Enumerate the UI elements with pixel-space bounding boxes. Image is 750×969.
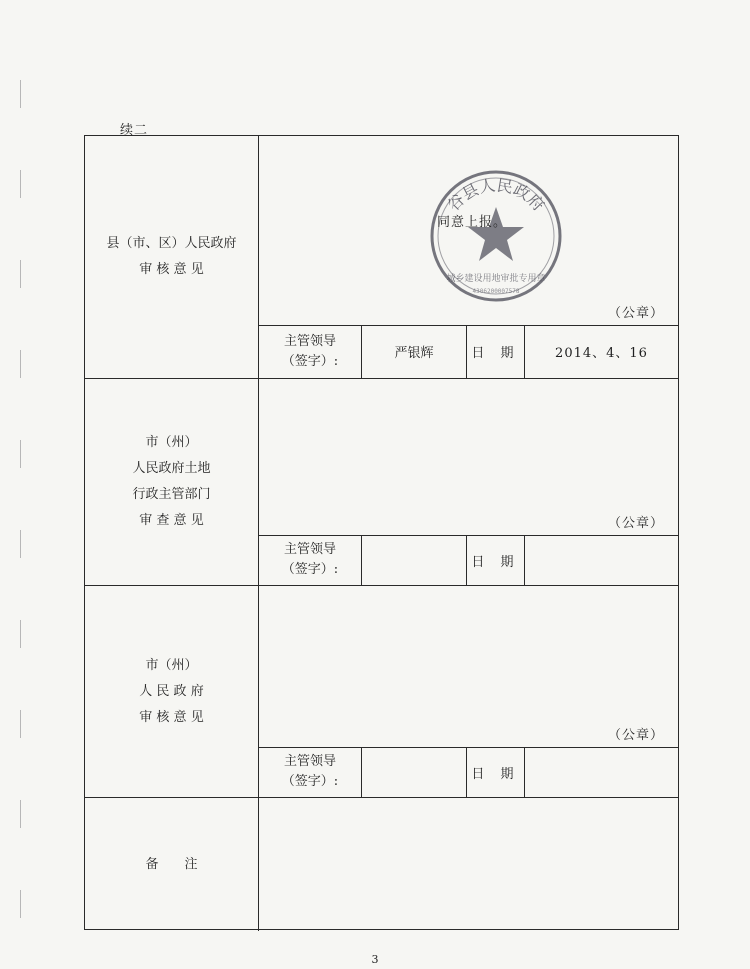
- remarks-field[interactable]: [259, 798, 678, 931]
- continuation-label: 续二: [120, 123, 149, 138]
- sign-label: （签字）:: [281, 562, 339, 577]
- leader-label: 主管领导: [283, 333, 336, 349]
- opinion-area: [259, 136, 678, 378]
- opinion-area: [259, 586, 678, 797]
- section-remarks: [85, 798, 678, 931]
- section-label: [85, 798, 259, 931]
- section-label: [85, 586, 259, 797]
- leader-label: 主管领导: [283, 754, 336, 769]
- label-line: 审 核 意 见: [139, 262, 204, 277]
- signature-row: [259, 535, 678, 585]
- leader-label-cell: [259, 747, 362, 797]
- opinion-box[interactable]: [259, 136, 678, 326]
- section-label: [85, 136, 259, 378]
- date-field[interactable]: 2014、4、16: [555, 346, 648, 361]
- seal-code-text: 4306200007578: [472, 288, 520, 295]
- label-line: 审 查 意 见: [139, 513, 204, 528]
- label-line: 人民政府土地: [132, 461, 211, 476]
- signer-name-field[interactable]: [362, 747, 467, 797]
- approval-form-table: [84, 135, 679, 930]
- opinion-area: [259, 379, 678, 585]
- sign-label: （签字）:: [281, 774, 339, 789]
- label-line: 市（州）: [145, 657, 198, 673]
- label-line: 市（州）: [145, 435, 198, 450]
- seal-label: （公章）: [607, 516, 664, 531]
- date-label: 日 期: [467, 535, 525, 585]
- label-line: 县（市、区）人民政府: [106, 236, 237, 251]
- signer-name-field[interactable]: 严银辉: [362, 325, 467, 378]
- leader-label: 主管领导: [283, 542, 336, 557]
- date-label: 日 期: [467, 325, 525, 378]
- signer-name-field[interactable]: [362, 535, 467, 585]
- label-line: 审 核 意 见: [139, 709, 204, 725]
- leader-label-cell: [259, 535, 362, 585]
- signature-row: [259, 747, 678, 797]
- sign-label: （签字）:: [281, 353, 339, 369]
- section-land-dept-review: [85, 379, 678, 586]
- signature-row: [259, 325, 678, 378]
- opinion-box[interactable]: [259, 586, 678, 748]
- date-field[interactable]: [525, 535, 678, 585]
- page-number: 3: [371, 953, 379, 966]
- seal-label: （公章）: [607, 306, 664, 321]
- opinion-text: 同意上报。: [437, 215, 508, 230]
- opinion-box[interactable]: [259, 379, 678, 536]
- leader-label-cell: [259, 325, 362, 378]
- binding-margin: [14, 0, 34, 969]
- official-seal-stamp: [424, 169, 569, 304]
- seal-inner-text: 城乡建设用地审批专用章: [446, 274, 546, 284]
- label-line: 人 民 政 府: [139, 683, 204, 699]
- date-field[interactable]: [525, 747, 678, 797]
- section-label: [85, 379, 259, 585]
- seal-label: （公章）: [607, 728, 664, 743]
- section-prefecture-review: [85, 586, 678, 798]
- label-line: 行政主管部门: [132, 487, 211, 502]
- seal-ring-text: 谷县人民政府: [443, 175, 549, 215]
- section-county-review: [85, 136, 678, 379]
- label-line: 备 注: [145, 856, 198, 872]
- date-label: 日 期: [467, 747, 525, 797]
